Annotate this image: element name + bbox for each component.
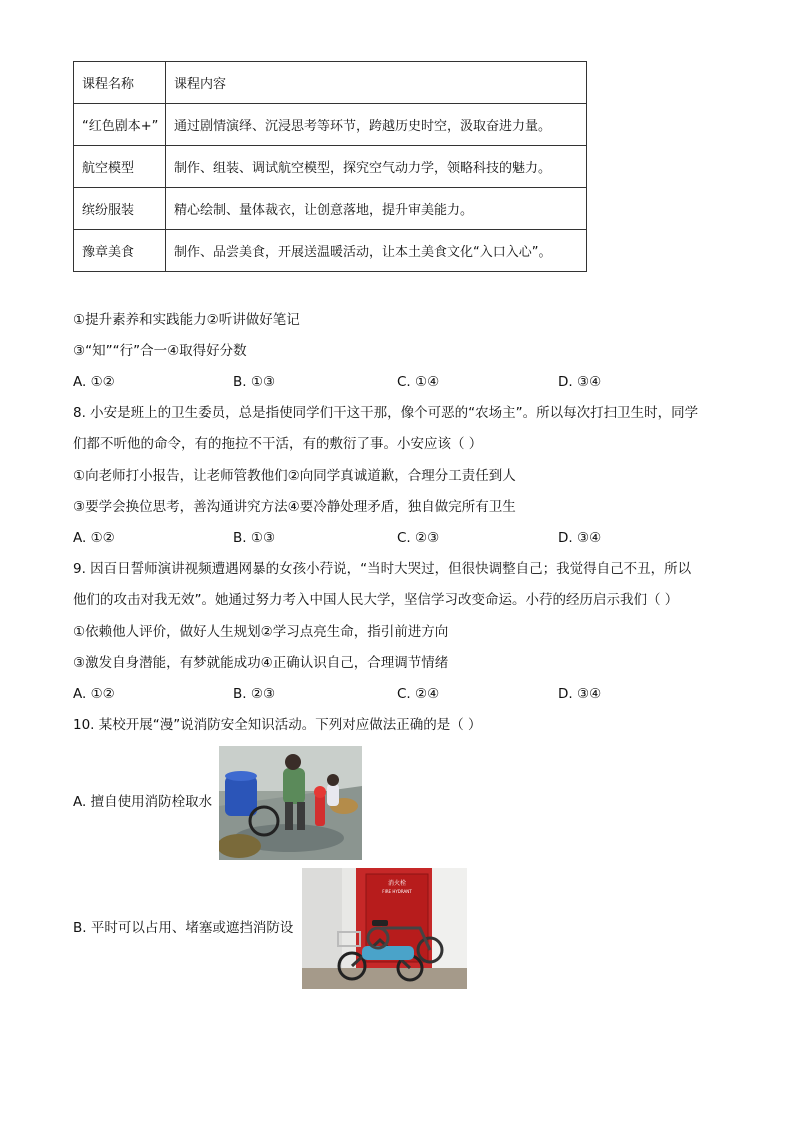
table-row xyxy=(74,146,587,188)
blocked-hydrant-photo xyxy=(302,868,467,989)
table-row xyxy=(74,104,587,146)
course-content-cell: 精心绘制、量体裁衣，让创意落地，提升审美能力。 xyxy=(166,188,587,230)
hydrant-sign-en: FIRE HYDRANT xyxy=(382,889,412,894)
q9-stem-line-2: 他们的攻击对我无效”。她通过努力考入中国人民大学，坚信学习改变命运。小荇的经历启示我们（ ） xyxy=(73,592,679,608)
q7-option-a[interactable]: A. ①② xyxy=(73,374,115,390)
course-name-cell: 豫章美食 xyxy=(74,230,166,272)
q7-statement-2: ③“知”“行”合一④取得好分数 xyxy=(73,343,247,359)
q8-option-b[interactable]: B. ①③ xyxy=(233,530,276,546)
hydrant-sign: 消火栓 xyxy=(387,880,407,887)
q8-option-a[interactable]: A. ①② xyxy=(73,530,115,546)
course-table xyxy=(73,61,587,272)
q7-statement-1: ①提升素养和实践能力②听讲做好笔记 xyxy=(73,312,300,328)
q8-statement-1: ①向老师打小报告，让老师管教他们②向同学真诚道歉，合理分工责任到人 xyxy=(73,468,516,484)
q8-stem-line-1: 8. 小安是班上的卫生委员，总是指使同学们干这干那，像个可恶的“农场主”。所以每次打扫卫生时，同学 xyxy=(73,405,699,421)
q8-statement-2: ③要学会换位思考，善沟通讲究方法④要冷静处理矛盾，独自做完所有卫生 xyxy=(73,499,516,515)
q10-stem: 10. 某校开展“漫”说消防安全知识活动。下列对应做法正确的是（ ） xyxy=(73,717,482,733)
table-row xyxy=(74,230,587,272)
table-header-cell: 课程内容 xyxy=(166,62,587,104)
course-content-cell: 通过剧情演绎、沉浸思考等环节，跨越历史时空，汲取奋进力量。 xyxy=(166,104,587,146)
q9-option-c[interactable]: C. ②④ xyxy=(397,686,440,702)
q10-option-a-label[interactable]: A. 擅自使用消防栓取水 xyxy=(73,794,213,810)
q9-statement-1: ①依赖他人评价，做好人生规划②学习点亮生命，指引前进方向 xyxy=(73,624,449,640)
q7-option-b[interactable]: B. ①③ xyxy=(233,374,276,390)
q9-stem-line-1: 9. 因百日誓师演讲视频遭遇网暴的女孩小荇说，“当时大哭过，但很快调整自己；我觉得自己不丑，所以 xyxy=(73,561,692,577)
table-header-row xyxy=(74,62,587,104)
q9-statement-2: ③激发自身潜能，有梦就能成功④正确认识自己，合理调节情绪 xyxy=(73,655,449,671)
q8-stem-line-2: 们都不听他的命令，有的拖拉不干活，有的敷衍了事。小安应该（ ） xyxy=(73,436,483,452)
q7-option-c[interactable]: C. ①④ xyxy=(397,374,440,390)
course-name-cell: 缤纷服装 xyxy=(74,188,166,230)
table-row xyxy=(74,188,587,230)
q10-option-a-photo xyxy=(219,746,362,860)
q7-option-d[interactable]: D. ③④ xyxy=(558,374,602,390)
course-content-cell: 制作、品尝美食，开展送温暖活动，让本土美食文化“入口入心”。 xyxy=(166,230,587,272)
hydrant-water-photo xyxy=(219,746,362,860)
q10-option-b-label[interactable]: B. 平时可以占用、堵塞或遮挡消防设 xyxy=(73,920,294,936)
q9-option-a[interactable]: A. ①② xyxy=(73,686,115,702)
q9-option-b[interactable]: B. ②③ xyxy=(233,686,276,702)
course-name-cell: “红色剧本+” xyxy=(74,104,166,146)
course-name-cell: 航空模型 xyxy=(74,146,166,188)
q9-option-d[interactable]: D. ③④ xyxy=(558,686,602,702)
q8-option-c[interactable]: C. ②③ xyxy=(397,530,440,546)
table-header-cell: 课程名称 xyxy=(74,62,166,104)
course-content-cell: 制作、组装、调试航空模型，探究空气动力学，领略科技的魅力。 xyxy=(166,146,587,188)
q10-option-b-photo xyxy=(302,868,467,989)
q8-option-d[interactable]: D. ③④ xyxy=(558,530,602,546)
